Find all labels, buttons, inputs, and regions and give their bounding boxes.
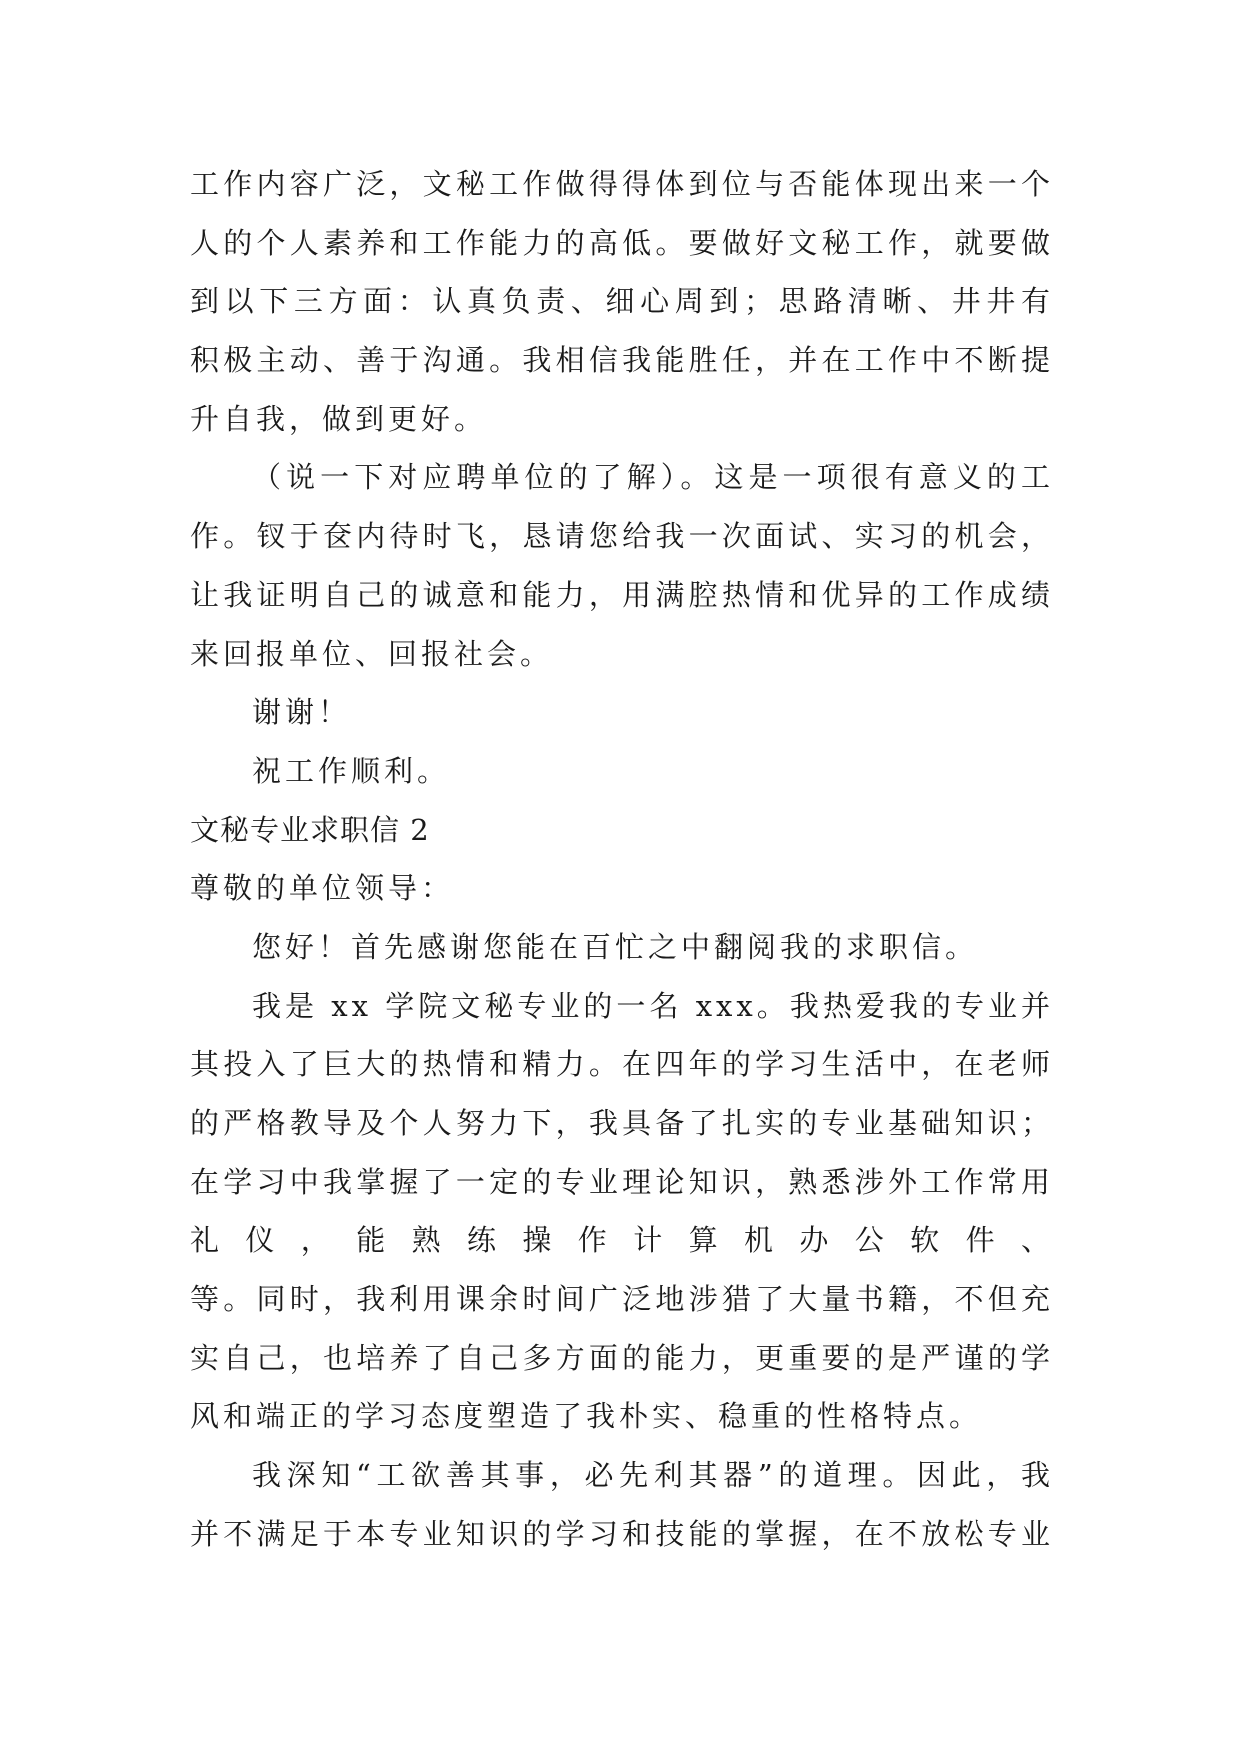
paragraph-line: 到以下三方面：认真负责、细心周到；思路清晰、井井有 [190,284,1054,319]
section-title: 文秘专业求职信 2 [190,812,430,847]
paragraph-line: 的严格教导及个人努力下，我具备了扎实的专业基础知识； [190,1106,1054,1140]
letter-body [190,155,1054,1564]
paragraph-line: 积极主动、善于沟通。我相信我能胜任，并在工作中不断提 [190,343,1054,378]
closing-wish: 祝工作顺利。 [252,753,451,788]
paragraph-line: 在学习中我掌握了一定的专业理论知识，熟悉涉外工作常用 [190,1164,1054,1199]
paragraph-line: 等。同时，我利用课余时间广泛地涉猎了大量书籍，不但充 [190,1282,1054,1317]
paragraph-line: 我深知“工欲善其事，必先利其器”的道理。因此，我 [252,1458,1054,1493]
paragraph-line: 人的个人素养和工作能力的高低。要做好文秘工作，就要做 [190,225,1054,260]
paragraph-line: 我是 xx 学院文秘专业的一名 xxx。我热爱我的专业并 [252,988,1054,1023]
paragraph-line: 让我证明自己的诚意和能力，用满腔热情和优异的工作成绩 [190,577,1054,612]
paragraph-line: 礼仪，能熟练操作计算机办公软件、 [190,1223,1054,1258]
paragraph-line: 作。钗于奁内待时飞，恳请您给我一次面试、实习的机会， [190,519,1054,554]
paragraph-line: （说一下对应聘单位的了解）。这是一项很有意义的工 [252,460,1054,495]
paragraph-line: 实自己，也培养了自己多方面的能力，更重要的是严谨的学 [190,1340,1054,1375]
paragraph-line: 其投入了巨大的热情和精力。在四年的学习生活中，在老师 [190,1047,1054,1082]
salutation: 尊敬的单位领导： [190,871,455,906]
paragraph-line: 工作内容广泛，文秘工作做得得体到位与否能体现出来一个 [190,167,1054,201]
paragraph-line: 并不满足于本专业知识的学习和技能的掌握，在不放松专业 [190,1516,1054,1551]
paragraph-line: 升自我，做到更好。 [190,401,488,436]
greeting-line: 您好！首先感谢您能在百忙之中翻阅我的求职信。 [252,929,979,964]
closing-thanks: 谢谢！ [252,695,352,730]
paragraph-line: 风和端正的学习态度塑造了我朴实、稳重的性格特点。 [190,1399,983,1434]
paragraph-line: 来回报单位、回报社会。 [190,636,554,671]
